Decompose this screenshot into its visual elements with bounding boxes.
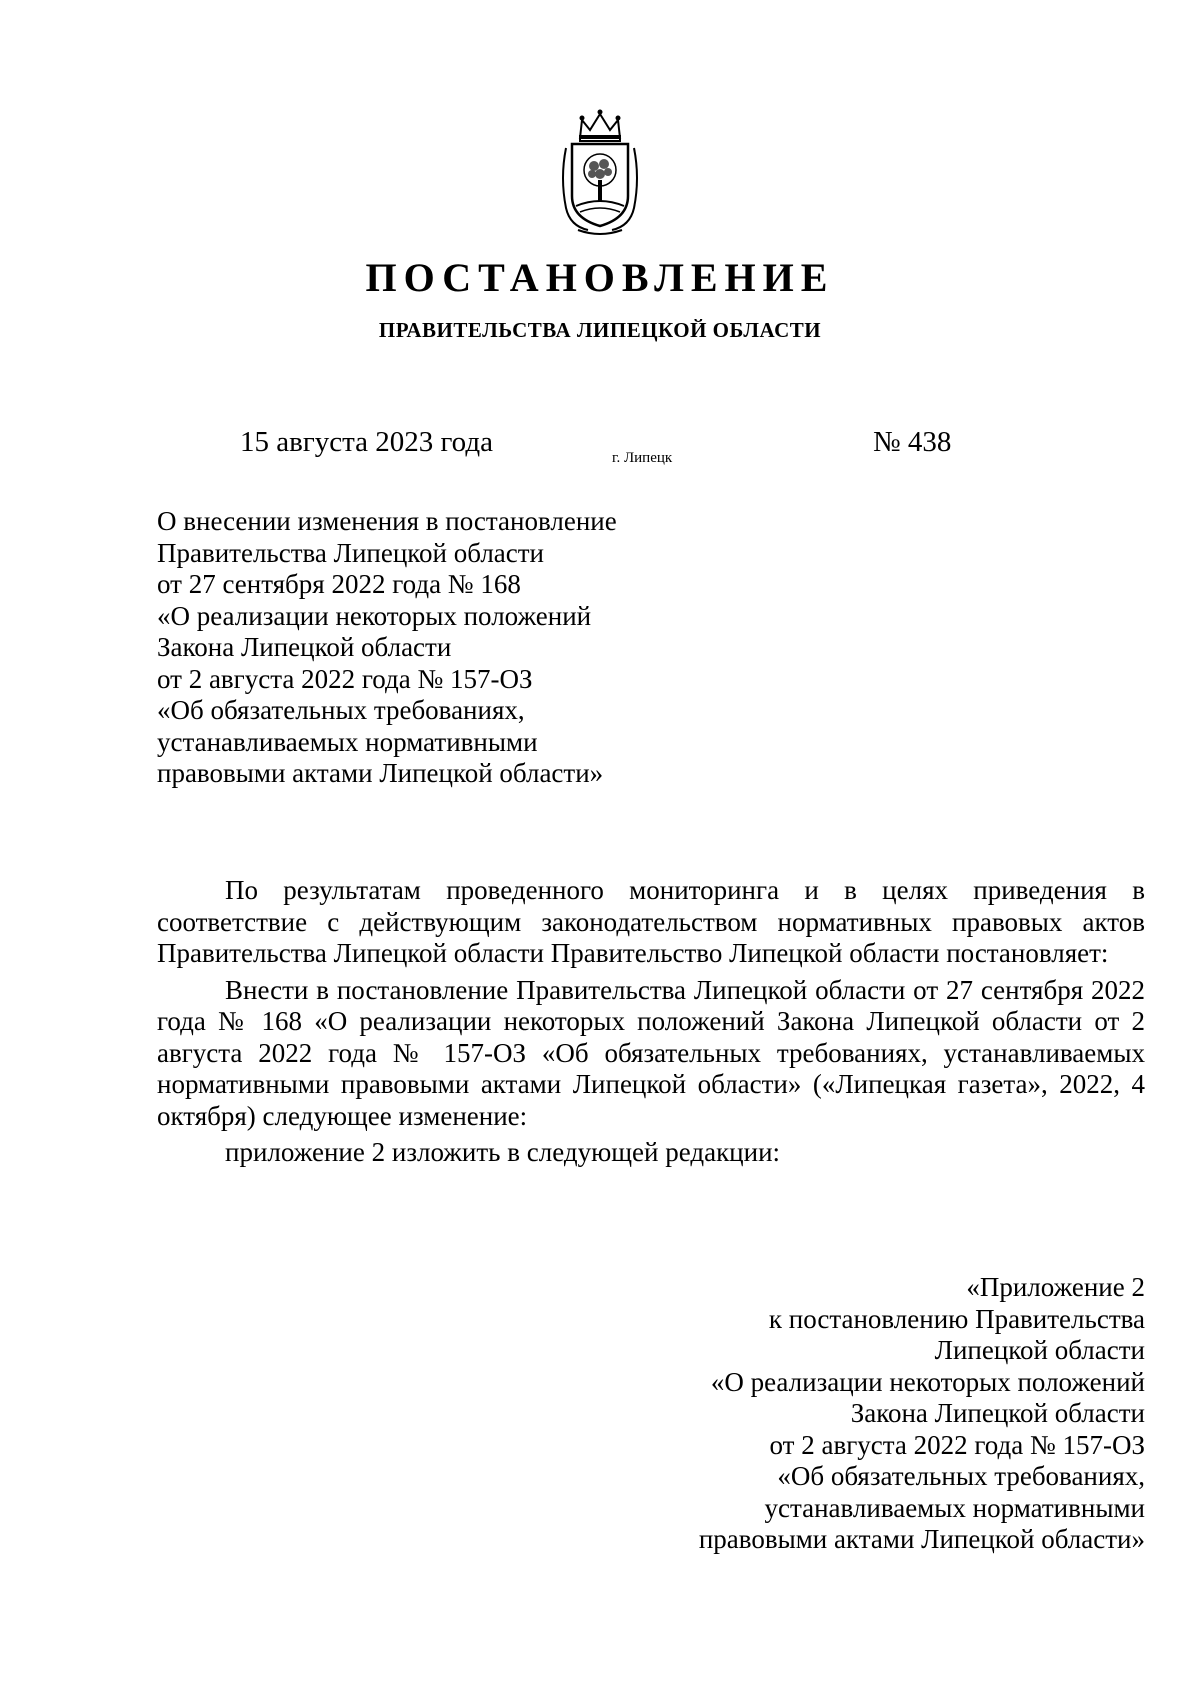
subject-line: «О реализации некоторых положений (157, 600, 592, 631)
instruction-paragraph: приложение 2 изложить в следующей редакции: (225, 1137, 781, 1167)
subject-line: «Об обязательных требованиях, (157, 695, 525, 725)
appendix-line: «О реализации некоторых положений (710, 1366, 1145, 1397)
appendix-line: «Об обязательных требованиях, (777, 1461, 1145, 1491)
subject-line: от 27 сентября 2022 года № 168 (157, 569, 521, 599)
amendment-paragraph: Внести в постановление Правительства Липецкой области от 27 сентября 2022 года № 168 «О реализации некоторых положений Закона Липецкой области от 2 августа 2022 года № 157-ОЗ «Об обязательных требованиях, устанавливаемых нормативными правовыми актами Липецкой области» («Липецкая газета», 2022, 4 октября) следующее изменение: (157, 974, 1145, 1131)
appendix-line: правовыми актами Липецкой области» (698, 1524, 1145, 1554)
subject-line: устанавливаемых нормативными (157, 726, 538, 757)
issuing-authority: ПРАВИТЕЛЬСТВА ЛИПЕЦКОЙ ОБЛАСТИ (378, 318, 822, 342)
appendix-line: устанавливаемых нормативными (764, 1492, 1145, 1523)
document-subject (157, 506, 757, 790)
preamble-paragraph: По результатам проведенного мониторинга и в целях приведения в соответствие с действующим законодательством нормативных правовых актов Правительства Липецкой области Правительство Липецкой области постановляет: (157, 875, 1145, 968)
subject-line: правовыми актами Липецкой области» (157, 758, 604, 788)
appendix-line: от 2 августа 2022 года № 157-ОЗ (769, 1429, 1145, 1460)
subject-line: Правительства Липецкой области (157, 537, 545, 568)
appendix-header (560, 1272, 1145, 1556)
appendix-line: Закона Липецкой области (850, 1398, 1145, 1428)
appendix-line: «Приложение 2 (966, 1272, 1145, 1302)
subject-line: от 2 августа 2022 года № 157-ОЗ (157, 663, 533, 694)
document-number: № 438 (873, 426, 952, 458)
coat-of-arms-icon (558, 108, 642, 238)
document-body (157, 875, 1145, 1169)
subject-line: О внесении изменения в постановление (157, 506, 617, 536)
appendix-line: Липецкой области (934, 1335, 1145, 1365)
document-title: ПОСТАНОВЛЕНИЕ (365, 255, 835, 300)
appendix-line: к постановлению Правительства (768, 1303, 1145, 1334)
document-date: 15 августа 2023 года (240, 426, 493, 458)
subject-line: Закона Липецкой области (157, 632, 452, 662)
document-city: г. Липецк (612, 450, 673, 466)
